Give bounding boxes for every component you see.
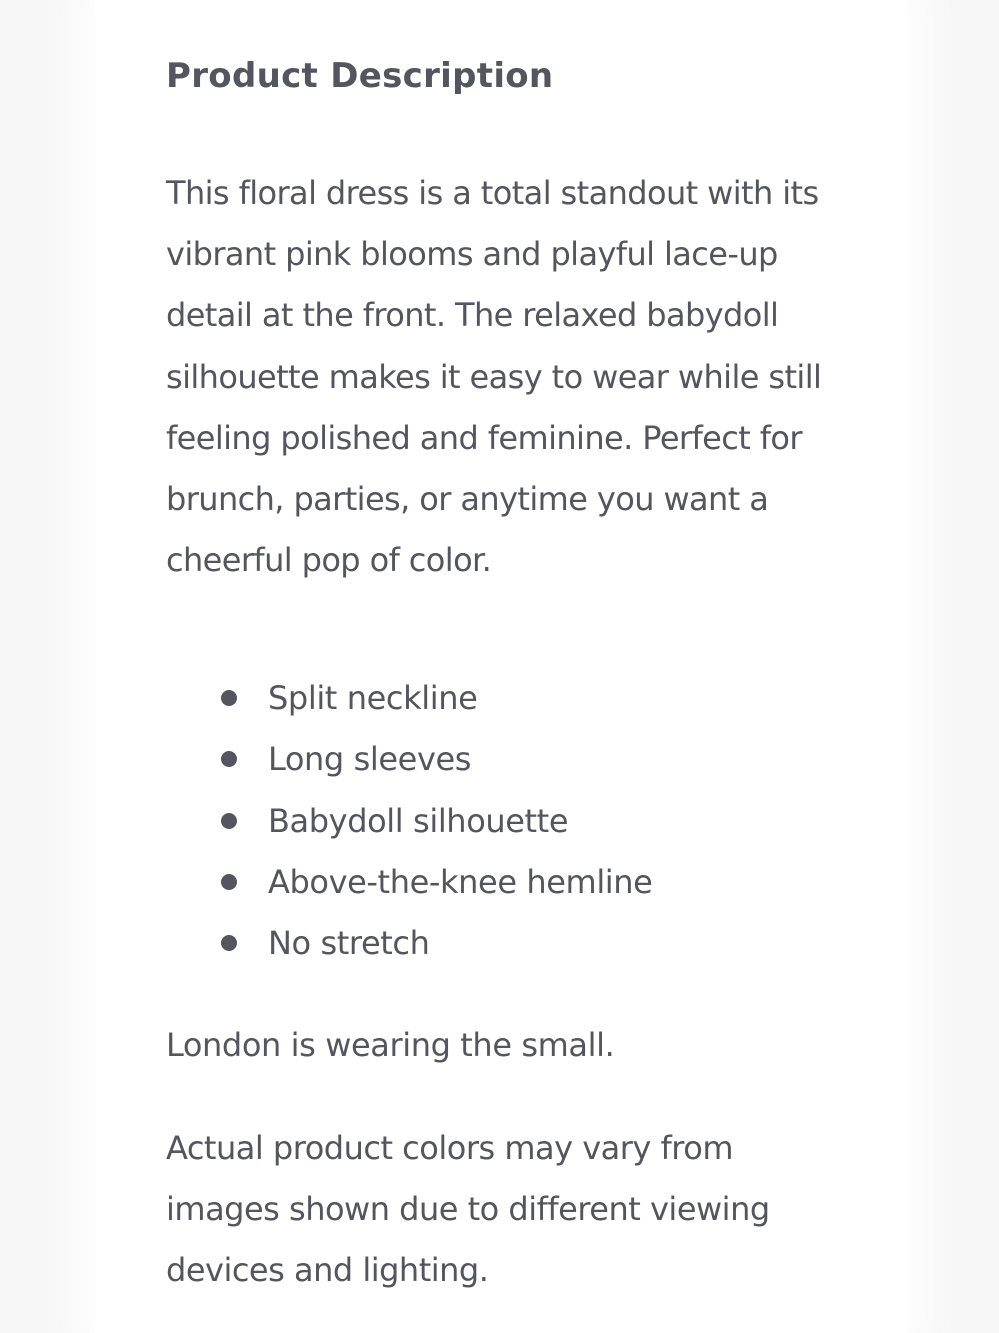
feature-item: [166, 729, 652, 790]
feature-label: No stretch: [268, 924, 430, 963]
description-line: This floral dress is a total standout with its: [166, 174, 819, 212]
feature-label: Above-the-knee hemline: [268, 862, 653, 901]
feature-item: [166, 791, 652, 852]
bullet-dot-icon: [221, 874, 237, 890]
color-disclaimer: [166, 1118, 806, 1302]
description-paragraph: [166, 163, 846, 591]
feature-label: Babydoll silhouette: [268, 801, 569, 840]
disclaimer-line: images shown due to different viewing: [166, 1190, 770, 1229]
bullet-dot-icon: [221, 935, 237, 951]
model-size-note: London is wearing the small.: [166, 1026, 615, 1064]
bullet-dot-icon: [221, 751, 237, 767]
description-line: feeling polished and feminine. Perfect for: [166, 418, 802, 457]
section-heading: Product Description: [166, 56, 554, 96]
description-line: brunch, parties, or anytime you want a: [166, 480, 769, 519]
description-line: vibrant pink blooms and playful lace-up: [166, 235, 778, 274]
feature-item: [166, 668, 652, 729]
disclaimer-line: Actual product colors may vary from: [166, 1129, 733, 1167]
description-line: cheerful pop of color.: [166, 541, 492, 580]
description-line: detail at the front. The relaxed babydoll: [166, 296, 779, 335]
description-line: silhouette makes it easy to wear while still: [166, 357, 822, 396]
feature-label: Split neckline: [268, 679, 478, 717]
feature-label: Long sleeves: [268, 740, 472, 779]
feature-item: [166, 913, 652, 974]
feature-item: [166, 852, 652, 913]
bullet-dot-icon: [221, 813, 237, 829]
feature-list: [166, 668, 652, 974]
bullet-dot-icon: [221, 690, 237, 706]
disclaimer-line: devices and lighting.: [166, 1251, 489, 1290]
